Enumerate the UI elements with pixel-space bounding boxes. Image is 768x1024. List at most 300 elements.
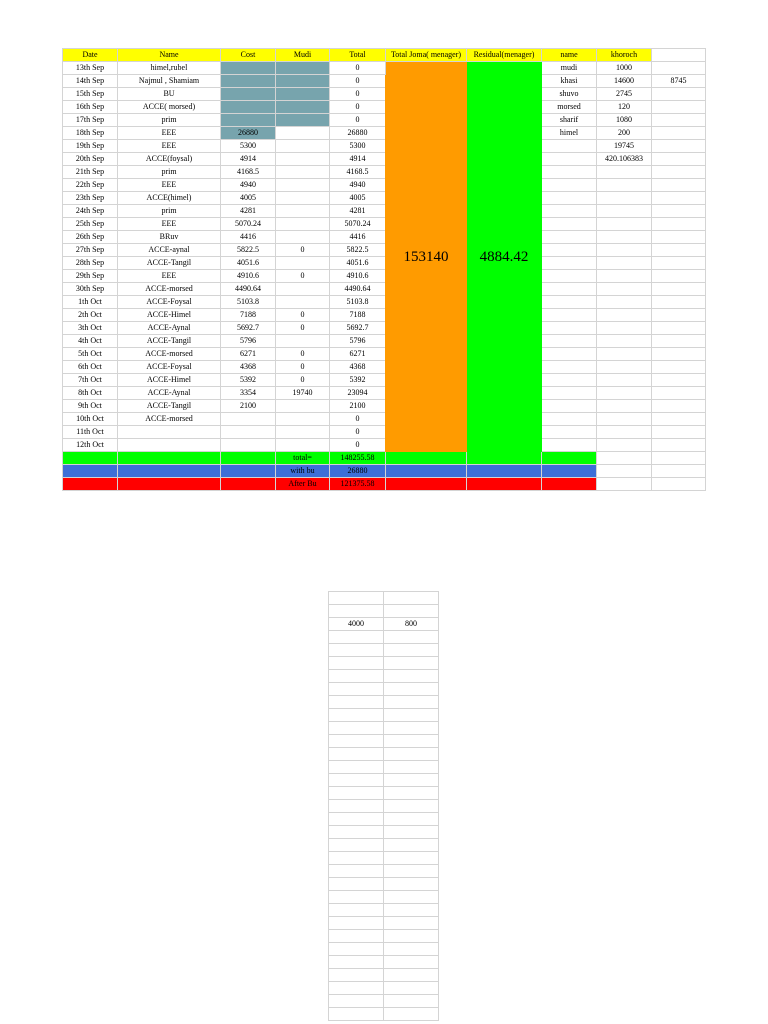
mudi-cell[interactable] bbox=[276, 153, 330, 166]
khoroch-cell[interactable]: 420.106383 bbox=[597, 153, 652, 166]
mini-cell[interactable] bbox=[384, 722, 439, 735]
mudi-cell[interactable]: 0 bbox=[276, 309, 330, 322]
cost-cell[interactable]: 4168.5 bbox=[221, 166, 276, 179]
name-cell[interactable]: ACCE-Himel bbox=[118, 309, 221, 322]
mini-cell[interactable] bbox=[384, 735, 439, 748]
extra-cell[interactable] bbox=[652, 374, 706, 387]
summary-cell[interactable] bbox=[652, 478, 706, 491]
mini-cell[interactable] bbox=[384, 709, 439, 722]
date-cell[interactable]: 27th Sep bbox=[63, 244, 118, 257]
side-name-cell[interactable] bbox=[542, 400, 597, 413]
name-cell[interactable]: ACCE-morsed bbox=[118, 413, 221, 426]
name-cell[interactable]: EEE bbox=[118, 140, 221, 153]
total-cell[interactable]: 0 bbox=[330, 62, 386, 75]
side-name-cell[interactable] bbox=[542, 140, 597, 153]
mini-cell[interactable] bbox=[329, 826, 384, 839]
date-cell[interactable]: 21th Sep bbox=[63, 166, 118, 179]
header-mudi[interactable]: Mudi bbox=[276, 49, 330, 62]
extra-cell[interactable] bbox=[652, 413, 706, 426]
name-cell[interactable]: ACCE-Himel bbox=[118, 374, 221, 387]
mini-cell[interactable] bbox=[384, 943, 439, 956]
khoroch-cell[interactable] bbox=[597, 322, 652, 335]
khoroch-cell[interactable] bbox=[597, 270, 652, 283]
cost-cell[interactable]: 2100 bbox=[221, 400, 276, 413]
side-name-cell[interactable] bbox=[542, 322, 597, 335]
side-name-cell[interactable] bbox=[542, 361, 597, 374]
header-cost[interactable]: Cost bbox=[221, 49, 276, 62]
name-cell[interactable] bbox=[118, 426, 221, 439]
total-cell[interactable]: 4490.64 bbox=[330, 283, 386, 296]
name-cell[interactable]: EEE bbox=[118, 179, 221, 192]
summary-cell[interactable] bbox=[118, 452, 221, 465]
side-name-cell[interactable] bbox=[542, 426, 597, 439]
mini-cell[interactable] bbox=[384, 631, 439, 644]
khoroch-cell[interactable] bbox=[597, 205, 652, 218]
khoroch-cell[interactable] bbox=[597, 387, 652, 400]
header-total[interactable]: Total bbox=[330, 49, 386, 62]
side-name-cell[interactable] bbox=[542, 192, 597, 205]
date-cell[interactable]: 14th Sep bbox=[63, 75, 118, 88]
khoroch-cell[interactable] bbox=[597, 244, 652, 257]
extra-cell[interactable] bbox=[652, 361, 706, 374]
side-name-cell[interactable] bbox=[542, 283, 597, 296]
total-cell[interactable]: 5070.24 bbox=[330, 218, 386, 231]
side-name-cell[interactable]: himel bbox=[542, 127, 597, 140]
total-cell[interactable]: 0 bbox=[330, 426, 386, 439]
date-cell[interactable]: 16th Sep bbox=[63, 101, 118, 114]
name-cell[interactable]: prim bbox=[118, 166, 221, 179]
name-cell[interactable]: ACCE-morsed bbox=[118, 283, 221, 296]
mini-cell[interactable] bbox=[329, 605, 384, 618]
mudi-cell[interactable] bbox=[276, 114, 330, 127]
extra-cell[interactable] bbox=[652, 192, 706, 205]
after-bu-row-value[interactable]: 121375.58 bbox=[330, 478, 386, 491]
name-cell[interactable]: ACCE-Tangil bbox=[118, 400, 221, 413]
summary-cell[interactable] bbox=[467, 465, 542, 478]
side-name-cell[interactable] bbox=[542, 374, 597, 387]
khoroch-cell[interactable]: 1000 bbox=[597, 62, 652, 75]
header-date[interactable]: Date bbox=[63, 49, 118, 62]
extra-cell[interactable] bbox=[652, 400, 706, 413]
after-bu-row-label[interactable]: After Bu bbox=[276, 478, 330, 491]
extra-cell[interactable]: 8745 bbox=[652, 75, 706, 88]
summary-cell[interactable] bbox=[386, 465, 467, 478]
khoroch-cell[interactable] bbox=[597, 296, 652, 309]
total-cell[interactable]: 4281 bbox=[330, 205, 386, 218]
date-cell[interactable]: 6th Oct bbox=[63, 361, 118, 374]
header-name[interactable]: Name bbox=[118, 49, 221, 62]
summary-cell[interactable] bbox=[63, 478, 118, 491]
summary-cell[interactable] bbox=[652, 465, 706, 478]
cost-cell[interactable] bbox=[221, 88, 276, 101]
khoroch-cell[interactable]: 120 bbox=[597, 101, 652, 114]
cost-cell[interactable]: 5300 bbox=[221, 140, 276, 153]
extra-cell[interactable] bbox=[652, 387, 706, 400]
mini-cell[interactable] bbox=[329, 761, 384, 774]
name-cell[interactable]: BRuv bbox=[118, 231, 221, 244]
mini-cell[interactable]: 800 bbox=[384, 618, 439, 631]
khoroch-cell[interactable] bbox=[597, 192, 652, 205]
mini-cell[interactable] bbox=[329, 800, 384, 813]
extra-cell[interactable] bbox=[652, 309, 706, 322]
cost-cell[interactable]: 4005 bbox=[221, 192, 276, 205]
summary-cell[interactable] bbox=[386, 452, 467, 465]
mudi-cell[interactable] bbox=[276, 335, 330, 348]
date-cell[interactable]: 2th Oct bbox=[63, 309, 118, 322]
mini-cell[interactable] bbox=[329, 878, 384, 891]
total-cell[interactable]: 4940 bbox=[330, 179, 386, 192]
extra-cell[interactable] bbox=[652, 205, 706, 218]
with-bu-row-label[interactable]: with bu bbox=[276, 465, 330, 478]
mini-cell[interactable] bbox=[329, 722, 384, 735]
khoroch-cell[interactable] bbox=[597, 361, 652, 374]
date-cell[interactable]: 22th Sep bbox=[63, 179, 118, 192]
summary-cell[interactable] bbox=[467, 478, 542, 491]
khoroch-cell[interactable]: 14600 bbox=[597, 75, 652, 88]
side-name-cell[interactable] bbox=[542, 296, 597, 309]
summary-cell[interactable] bbox=[63, 465, 118, 478]
total-cell[interactable]: 23094 bbox=[330, 387, 386, 400]
residual-cell[interactable]: 4884.42 bbox=[467, 62, 542, 452]
cost-cell[interactable]: 4051.6 bbox=[221, 257, 276, 270]
mini-cell[interactable] bbox=[384, 982, 439, 995]
side-name-cell[interactable]: khasi bbox=[542, 75, 597, 88]
date-cell[interactable]: 18th Sep bbox=[63, 127, 118, 140]
date-cell[interactable]: 30th Sep bbox=[63, 283, 118, 296]
extra-cell[interactable] bbox=[652, 244, 706, 257]
cost-cell[interactable]: 6271 bbox=[221, 348, 276, 361]
mudi-cell[interactable] bbox=[276, 231, 330, 244]
total-cell[interactable]: 4910.6 bbox=[330, 270, 386, 283]
mudi-cell[interactable] bbox=[276, 400, 330, 413]
date-cell[interactable]: 7th Oct bbox=[63, 374, 118, 387]
total-cell[interactable]: 5392 bbox=[330, 374, 386, 387]
mini-cell[interactable] bbox=[384, 787, 439, 800]
date-cell[interactable]: 15th Sep bbox=[63, 88, 118, 101]
extra-cell[interactable] bbox=[652, 179, 706, 192]
khoroch-cell[interactable]: 200 bbox=[597, 127, 652, 140]
mudi-cell[interactable] bbox=[276, 88, 330, 101]
date-cell[interactable]: 3th Oct bbox=[63, 322, 118, 335]
mini-cell[interactable] bbox=[329, 709, 384, 722]
total-cell[interactable]: 4168.5 bbox=[330, 166, 386, 179]
header-empty-cell[interactable] bbox=[652, 49, 706, 62]
extra-cell[interactable] bbox=[652, 114, 706, 127]
mini-cell[interactable] bbox=[329, 943, 384, 956]
name-cell[interactable]: ACCE(foysal) bbox=[118, 153, 221, 166]
extra-cell[interactable] bbox=[652, 218, 706, 231]
mini-cell[interactable] bbox=[329, 670, 384, 683]
date-cell[interactable]: 26th Sep bbox=[63, 231, 118, 244]
khoroch-cell[interactable] bbox=[597, 348, 652, 361]
mudi-cell[interactable] bbox=[276, 426, 330, 439]
name-cell[interactable]: ACCE-Tangil bbox=[118, 257, 221, 270]
total-cell[interactable]: 0 bbox=[330, 413, 386, 426]
mini-cell[interactable]: 4000 bbox=[329, 618, 384, 631]
side-name-cell[interactable] bbox=[542, 153, 597, 166]
date-cell[interactable]: 12th Oct bbox=[63, 439, 118, 452]
header-residual[interactable]: Residual(menager) bbox=[467, 49, 542, 62]
extra-cell[interactable] bbox=[652, 101, 706, 114]
summary-cell[interactable] bbox=[118, 465, 221, 478]
extra-cell[interactable] bbox=[652, 140, 706, 153]
mini-cell[interactable] bbox=[329, 995, 384, 1008]
total-cell[interactable]: 4051.6 bbox=[330, 257, 386, 270]
name-cell[interactable]: ACCE-aynal bbox=[118, 244, 221, 257]
khoroch-cell[interactable] bbox=[597, 283, 652, 296]
mini-cell[interactable] bbox=[329, 644, 384, 657]
name-cell[interactable]: ACCE-Foysal bbox=[118, 361, 221, 374]
khoroch-cell[interactable] bbox=[597, 413, 652, 426]
header-side-name[interactable]: name bbox=[542, 49, 597, 62]
cost-cell[interactable] bbox=[221, 413, 276, 426]
summary-cell[interactable] bbox=[542, 452, 597, 465]
date-cell[interactable]: 17th Sep bbox=[63, 114, 118, 127]
date-cell[interactable]: 28th Sep bbox=[63, 257, 118, 270]
khoroch-cell[interactable] bbox=[597, 400, 652, 413]
date-cell[interactable]: 25th Sep bbox=[63, 218, 118, 231]
mudi-cell[interactable]: 0 bbox=[276, 322, 330, 335]
mudi-cell[interactable] bbox=[276, 439, 330, 452]
name-cell[interactable]: ACCE-Aynal bbox=[118, 387, 221, 400]
side-name-cell[interactable] bbox=[542, 231, 597, 244]
date-cell[interactable]: 13th Sep bbox=[63, 62, 118, 75]
mini-cell[interactable] bbox=[329, 631, 384, 644]
cost-cell[interactable]: 26880 bbox=[221, 127, 276, 140]
khoroch-cell[interactable] bbox=[597, 439, 652, 452]
total-cell[interactable]: 0 bbox=[330, 101, 386, 114]
cost-cell[interactable]: 4914 bbox=[221, 153, 276, 166]
mini-cell[interactable] bbox=[384, 670, 439, 683]
khoroch-cell[interactable]: 2745 bbox=[597, 88, 652, 101]
cost-cell[interactable]: 7188 bbox=[221, 309, 276, 322]
mini-cell[interactable] bbox=[329, 852, 384, 865]
side-name-cell[interactable] bbox=[542, 309, 597, 322]
name-cell[interactable]: ACCE-Aynal bbox=[118, 322, 221, 335]
name-cell[interactable]: EEE bbox=[118, 270, 221, 283]
total-cell[interactable]: 0 bbox=[330, 114, 386, 127]
mudi-cell[interactable] bbox=[276, 166, 330, 179]
mini-cell[interactable] bbox=[329, 969, 384, 982]
name-cell[interactable]: ACCE(himel) bbox=[118, 192, 221, 205]
mudi-cell[interactable]: 0 bbox=[276, 361, 330, 374]
date-cell[interactable]: 9th Oct bbox=[63, 400, 118, 413]
name-cell[interactable]: Najmul , Shamiam bbox=[118, 75, 221, 88]
mini-cell[interactable] bbox=[384, 657, 439, 670]
mini-cell[interactable] bbox=[329, 735, 384, 748]
extra-cell[interactable] bbox=[652, 335, 706, 348]
total-cell[interactable]: 0 bbox=[330, 75, 386, 88]
mudi-cell[interactable] bbox=[276, 192, 330, 205]
extra-cell[interactable] bbox=[652, 257, 706, 270]
side-name-cell[interactable] bbox=[542, 348, 597, 361]
side-name-cell[interactable] bbox=[542, 257, 597, 270]
mini-cell[interactable] bbox=[384, 1008, 439, 1021]
total-cell[interactable]: 2100 bbox=[330, 400, 386, 413]
mini-cell[interactable] bbox=[329, 930, 384, 943]
khoroch-cell[interactable] bbox=[597, 218, 652, 231]
extra-cell[interactable] bbox=[652, 439, 706, 452]
mini-cell[interactable] bbox=[384, 826, 439, 839]
side-name-cell[interactable] bbox=[542, 335, 597, 348]
mini-cell[interactable] bbox=[384, 852, 439, 865]
mini-cell[interactable] bbox=[384, 878, 439, 891]
khoroch-cell[interactable] bbox=[597, 309, 652, 322]
extra-cell[interactable] bbox=[652, 426, 706, 439]
date-cell[interactable]: 20th Sep bbox=[63, 153, 118, 166]
extra-cell[interactable] bbox=[652, 88, 706, 101]
side-name-cell[interactable] bbox=[542, 244, 597, 257]
mini-cell[interactable] bbox=[384, 683, 439, 696]
mudi-cell[interactable] bbox=[276, 179, 330, 192]
name-cell[interactable]: ACCE-Tangil bbox=[118, 335, 221, 348]
khoroch-cell[interactable] bbox=[597, 335, 652, 348]
total-cell[interactable]: 4416 bbox=[330, 231, 386, 244]
side-name-cell[interactable]: mudi bbox=[542, 62, 597, 75]
mini-cell[interactable] bbox=[329, 1008, 384, 1021]
mini-cell[interactable] bbox=[329, 956, 384, 969]
mudi-cell[interactable]: 19740 bbox=[276, 387, 330, 400]
date-cell[interactable]: 11th Oct bbox=[63, 426, 118, 439]
cost-cell[interactable] bbox=[221, 439, 276, 452]
total-cell[interactable]: 5103.8 bbox=[330, 296, 386, 309]
mudi-cell[interactable] bbox=[276, 218, 330, 231]
mini-cell[interactable] bbox=[384, 696, 439, 709]
name-cell[interactable] bbox=[118, 439, 221, 452]
mini-cell[interactable] bbox=[384, 904, 439, 917]
date-cell[interactable]: 1th Oct bbox=[63, 296, 118, 309]
mini-cell[interactable] bbox=[384, 592, 439, 605]
total-cell[interactable]: 0 bbox=[330, 88, 386, 101]
total-cell[interactable]: 5822.5 bbox=[330, 244, 386, 257]
name-cell[interactable]: ACCE-Foysal bbox=[118, 296, 221, 309]
summary-cell[interactable] bbox=[597, 465, 652, 478]
mudi-cell[interactable] bbox=[276, 283, 330, 296]
cost-cell[interactable]: 5070.24 bbox=[221, 218, 276, 231]
total-cell[interactable]: 6271 bbox=[330, 348, 386, 361]
total-cell[interactable]: 7188 bbox=[330, 309, 386, 322]
total-joma-cell[interactable]: 153140 bbox=[386, 62, 467, 452]
date-cell[interactable]: 8th Oct bbox=[63, 387, 118, 400]
khoroch-cell[interactable] bbox=[597, 374, 652, 387]
date-cell[interactable]: 29th Sep bbox=[63, 270, 118, 283]
name-cell[interactable]: EEE bbox=[118, 218, 221, 231]
cost-cell[interactable] bbox=[221, 114, 276, 127]
mudi-cell[interactable] bbox=[276, 75, 330, 88]
extra-cell[interactable] bbox=[652, 270, 706, 283]
side-name-cell[interactable] bbox=[542, 439, 597, 452]
mini-cell[interactable] bbox=[329, 865, 384, 878]
date-cell[interactable]: 24th Sep bbox=[63, 205, 118, 218]
mudi-cell[interactable]: 0 bbox=[276, 244, 330, 257]
cost-cell[interactable]: 5692.7 bbox=[221, 322, 276, 335]
summary-cell[interactable] bbox=[652, 452, 706, 465]
summary-cell[interactable] bbox=[221, 465, 276, 478]
date-cell[interactable]: 19th Sep bbox=[63, 140, 118, 153]
extra-cell[interactable] bbox=[652, 153, 706, 166]
mini-cell[interactable] bbox=[384, 995, 439, 1008]
total-cell[interactable]: 0 bbox=[330, 439, 386, 452]
total-cell[interactable]: 5796 bbox=[330, 335, 386, 348]
mini-cell[interactable] bbox=[384, 917, 439, 930]
total-cell[interactable]: 4368 bbox=[330, 361, 386, 374]
cost-cell[interactable]: 4490.64 bbox=[221, 283, 276, 296]
cost-cell[interactable]: 4910.6 bbox=[221, 270, 276, 283]
total-cell[interactable]: 4914 bbox=[330, 153, 386, 166]
mini-cell[interactable] bbox=[384, 644, 439, 657]
cost-cell[interactable]: 4416 bbox=[221, 231, 276, 244]
mudi-cell[interactable]: 0 bbox=[276, 270, 330, 283]
mini-cell[interactable] bbox=[384, 813, 439, 826]
extra-cell[interactable] bbox=[652, 283, 706, 296]
name-cell[interactable]: himel,rubel bbox=[118, 62, 221, 75]
total-row-value[interactable]: 148255.58 bbox=[330, 452, 386, 465]
extra-cell[interactable] bbox=[652, 127, 706, 140]
cost-cell[interactable]: 5103.8 bbox=[221, 296, 276, 309]
khoroch-cell[interactable] bbox=[597, 179, 652, 192]
extra-cell[interactable] bbox=[652, 62, 706, 75]
summary-cell[interactable] bbox=[597, 478, 652, 491]
mudi-cell[interactable]: 0 bbox=[276, 348, 330, 361]
cost-cell[interactable]: 5796 bbox=[221, 335, 276, 348]
cost-cell[interactable] bbox=[221, 426, 276, 439]
side-name-cell[interactable]: shuvo bbox=[542, 88, 597, 101]
date-cell[interactable]: 4th Oct bbox=[63, 335, 118, 348]
side-name-cell[interactable] bbox=[542, 218, 597, 231]
side-name-cell[interactable] bbox=[542, 270, 597, 283]
mudi-cell[interactable] bbox=[276, 140, 330, 153]
cost-cell[interactable] bbox=[221, 101, 276, 114]
mudi-cell[interactable] bbox=[276, 413, 330, 426]
name-cell[interactable]: prim bbox=[118, 205, 221, 218]
side-name-cell[interactable] bbox=[542, 387, 597, 400]
cost-cell[interactable]: 3354 bbox=[221, 387, 276, 400]
mini-cell[interactable] bbox=[384, 956, 439, 969]
cost-cell[interactable] bbox=[221, 75, 276, 88]
mudi-cell[interactable]: 0 bbox=[276, 374, 330, 387]
summary-cell[interactable] bbox=[597, 452, 652, 465]
header-khoroch[interactable]: khoroch bbox=[597, 49, 652, 62]
name-cell[interactable]: EEE bbox=[118, 127, 221, 140]
extra-cell[interactable] bbox=[652, 166, 706, 179]
cost-cell[interactable]: 5822.5 bbox=[221, 244, 276, 257]
summary-cell[interactable] bbox=[118, 478, 221, 491]
name-cell[interactable]: prim bbox=[118, 114, 221, 127]
total-cell[interactable]: 5300 bbox=[330, 140, 386, 153]
mini-cell[interactable] bbox=[384, 748, 439, 761]
mudi-cell[interactable] bbox=[276, 205, 330, 218]
khoroch-cell[interactable]: 19745 bbox=[597, 140, 652, 153]
extra-cell[interactable] bbox=[652, 296, 706, 309]
mini-cell[interactable] bbox=[384, 969, 439, 982]
mini-cell[interactable] bbox=[329, 813, 384, 826]
mudi-cell[interactable] bbox=[276, 101, 330, 114]
name-cell[interactable]: BU bbox=[118, 88, 221, 101]
mini-cell[interactable] bbox=[384, 930, 439, 943]
khoroch-cell[interactable] bbox=[597, 166, 652, 179]
summary-cell[interactable] bbox=[63, 452, 118, 465]
side-name-cell[interactable]: sharif bbox=[542, 114, 597, 127]
total-cell[interactable]: 4005 bbox=[330, 192, 386, 205]
mini-cell[interactable] bbox=[384, 774, 439, 787]
summary-cell[interactable] bbox=[542, 465, 597, 478]
summary-cell[interactable] bbox=[386, 478, 467, 491]
cost-cell[interactable]: 4368 bbox=[221, 361, 276, 374]
summary-cell[interactable] bbox=[221, 478, 276, 491]
name-cell[interactable]: ACCE-morsed bbox=[118, 348, 221, 361]
summary-cell[interactable] bbox=[221, 452, 276, 465]
mini-cell[interactable] bbox=[329, 982, 384, 995]
